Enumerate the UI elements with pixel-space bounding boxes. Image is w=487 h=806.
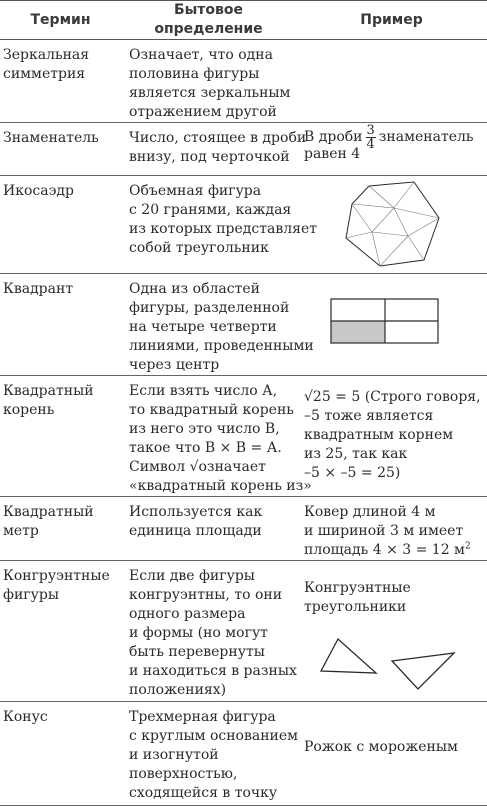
- table-row: [0, 176, 487, 274]
- term-cell: [0, 40, 121, 123]
- definition-cell: [121, 40, 296, 123]
- example-cell: [296, 376, 487, 497]
- definition-text: положениях): [129, 682, 227, 698]
- triangle-shape: [392, 653, 454, 689]
- definition-text: отражением другой: [129, 104, 277, 120]
- example-text: квадратным корнем: [304, 427, 454, 443]
- superscript: 2: [464, 541, 471, 552]
- header-term: Термин: [0, 1, 121, 40]
- definition-text: собой треугольник: [129, 240, 269, 256]
- example-text: –5 × –5 = 25): [304, 465, 401, 481]
- definition-text: Если две фигуры: [129, 568, 255, 584]
- example-text: [304, 541, 487, 560]
- example-cell: [296, 40, 487, 123]
- fraction-numerator: 3: [366, 123, 375, 138]
- example-cell: [296, 274, 487, 376]
- table-row: [0, 497, 487, 561]
- definition-text: такое что В × В = А.: [129, 440, 282, 456]
- table-row: [0, 376, 487, 497]
- definition-text: фигуры, разделенной: [129, 300, 290, 316]
- header-definition: Бытовое определение: [121, 1, 296, 40]
- table-row: [0, 702, 487, 806]
- shaded-quadrant: [331, 321, 385, 343]
- definition-text: быть перевернуты: [129, 644, 265, 660]
- header-row: [0, 1, 487, 40]
- example-cell: [296, 561, 487, 702]
- congruent-triangles: [318, 633, 458, 691]
- term-text: Икосаэдр: [3, 183, 74, 199]
- header-example: Пример: [296, 1, 487, 40]
- definition-cell: [121, 561, 296, 702]
- definition-cell: [121, 376, 312, 497]
- definition-text: «квадратный корень из»: [129, 478, 312, 494]
- example-cell: [296, 702, 487, 806]
- term-text: Квадрант: [3, 281, 74, 297]
- term-cell: [0, 561, 121, 702]
- term-text: Квадратный: [3, 383, 94, 399]
- example-text: площадь 4 × 3 = 12 м: [304, 542, 465, 558]
- term-text: Квадратный: [3, 504, 94, 520]
- example-text: знаменатель: [378, 129, 474, 145]
- definition-cell: [121, 274, 314, 376]
- term-cell: [0, 123, 121, 176]
- definition-cell: [121, 123, 307, 176]
- fraction-denominator: 4: [366, 137, 375, 152]
- table-row: [0, 274, 487, 376]
- definition-text: на четыре четверти: [129, 319, 277, 335]
- definition-text: из него это число В,: [129, 421, 280, 437]
- term-text: Зеркальная: [3, 47, 90, 63]
- icosahedron-illustration: [342, 180, 442, 270]
- definition-text: Используется как: [129, 504, 263, 520]
- definition-text: Одна из областей: [129, 281, 260, 297]
- term-cell: [0, 274, 121, 376]
- definition-text: Трехмерная фигура: [129, 709, 276, 725]
- term-text: симметрия: [3, 66, 86, 82]
- example-text: из 25, так как: [304, 446, 408, 462]
- term-text: Конус: [3, 709, 48, 725]
- definition-text: и формы (но могут: [129, 625, 268, 641]
- fraction: [366, 124, 376, 151]
- definition-text: из которых представляет: [129, 221, 317, 237]
- definition-text: с 20 гранями, каждая: [129, 202, 292, 218]
- term-text: корень: [3, 402, 55, 418]
- table-row: [0, 40, 487, 123]
- term-text: метр: [3, 523, 39, 539]
- definition-cell: [121, 702, 299, 806]
- triangle-shape: [321, 639, 376, 673]
- definition-text: конгруэнтны, то они: [129, 587, 283, 603]
- definition-text: единица площади: [129, 523, 262, 539]
- term-text: Знаменатель: [3, 130, 99, 146]
- definition-text: Если взять число А,: [129, 383, 278, 399]
- table-row: [0, 123, 487, 176]
- example-cell: [296, 123, 487, 176]
- table-row: [0, 561, 487, 702]
- definition-text: поверхностью,: [129, 766, 238, 782]
- example-text: и шириной 3 м имеет: [304, 523, 464, 539]
- example-text: √25 = 5 (Строго говоря,: [304, 389, 481, 405]
- term-text: фигуры: [3, 587, 59, 603]
- term-cell: [0, 176, 121, 274]
- example-text: Ковер длиной 4 м: [304, 504, 436, 520]
- definition-text: и изогнутой: [129, 747, 219, 763]
- quadrant-diagram: [330, 298, 440, 344]
- term-cell: [0, 702, 121, 806]
- term-cell: [0, 376, 121, 497]
- definition-text: и находиться в разных: [129, 663, 297, 679]
- definition-text: Означает, что одна: [129, 47, 273, 63]
- definition-text: является зеркальным: [129, 85, 291, 101]
- example-cell: [296, 497, 487, 561]
- definition-text: то квадратный корень: [129, 402, 294, 418]
- example-cell: [296, 176, 487, 274]
- definition-text: половина фигуры: [129, 66, 260, 82]
- definition-text: Число, стоящее в дроби: [129, 130, 307, 146]
- example-text: Рожок с мороженым: [304, 739, 458, 755]
- example-text: В дроби: [304, 129, 363, 145]
- example-text: равен 4: [304, 146, 361, 162]
- definition-text: сходящейся в точку: [129, 785, 278, 801]
- definition-text: линиями, проведенными: [129, 338, 314, 354]
- definition-cell: [121, 176, 317, 274]
- example-text: Конгруэнтные: [304, 580, 411, 596]
- definition-text: через центр: [129, 357, 220, 373]
- term-cell: [0, 497, 121, 561]
- definition-text: Объемная фигура: [129, 183, 262, 199]
- definition-text: одного размера: [129, 606, 246, 622]
- definition-cell: [121, 497, 296, 561]
- definition-text: Символ √означает: [129, 459, 266, 475]
- term-text: Конгруэнтные: [3, 568, 110, 584]
- example-text: треугольники: [304, 599, 407, 615]
- definition-text: внизу, под черточкой: [129, 149, 290, 165]
- example-text: –5 тоже является: [304, 408, 434, 424]
- definition-text: с круглым основанием: [129, 728, 299, 744]
